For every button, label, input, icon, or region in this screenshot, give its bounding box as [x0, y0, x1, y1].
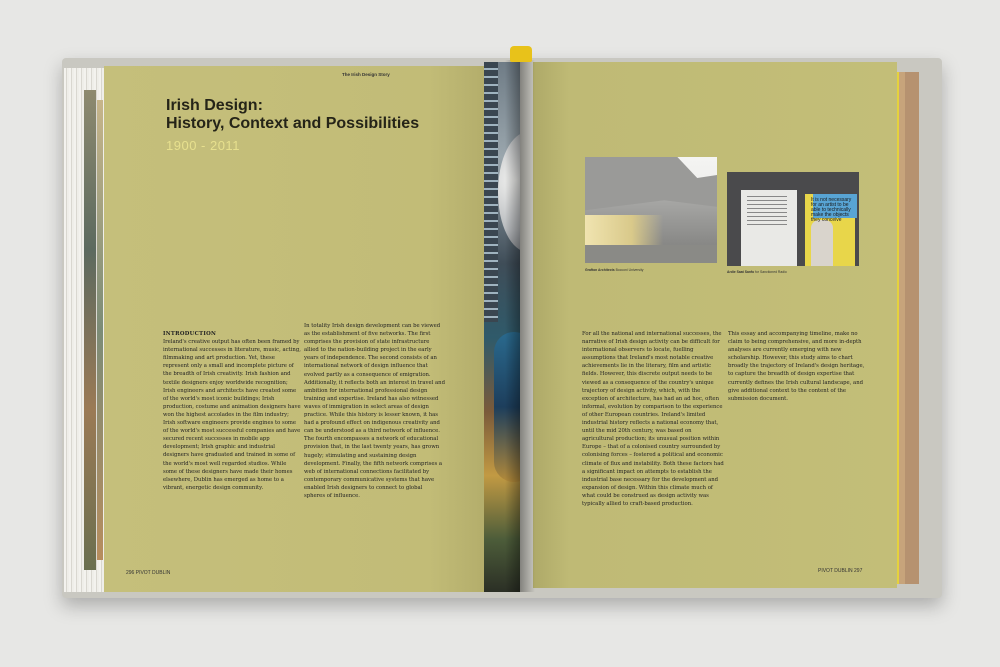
poster-text: It is not necessary for an artist to be able to technically make the objects they conceive: [811, 197, 852, 223]
book-spine: [505, 60, 535, 592]
page-footer-left: 296 PIVOT DUBLIN: [126, 570, 171, 576]
body-text: For all the national and international successes, the narrative of Irish design activity can be difficult for international observers to locate, fuelling assumptions that Ireland's most notable creative achievements lie in the literary, film and artistic fields. However, this discrete output needs to be viewed as a consequence of the country's unique trajectory of design activity, which, with the exception of architecture, has had an ad hoc, often informal, evolution by comparison to the experience of other European countries. Ireland's limited industrial history reflects a national economy that, until the mid 20th century, was based on agricultural production; its unusual position within Europe – that of a colonised country surrounded by colonising forces – fostered a political and economic climate of flux and instability. Both these factors had a significant impact on attempts to establish the industrial base necessary for the development and expansion of design. Within this climate much of what could be construed as design activity was typically allied to craft-based production.: [582, 331, 724, 507]
right-page: [533, 62, 897, 588]
page-edge-image: [84, 90, 96, 570]
right-column-2: [728, 330, 870, 403]
left-column-1: [163, 330, 301, 492]
building-photo: [484, 62, 498, 322]
right-page-edges: [895, 72, 919, 584]
running-head: The Irish Design Story: [342, 72, 390, 77]
page-edge-image: [97, 100, 103, 560]
left-column-2: [304, 322, 445, 500]
architecture-photo: [585, 157, 717, 263]
title-line-1: Irish Design:: [166, 97, 263, 114]
body-text: In totality Irish design development can be viewed as the establishment of five networks. The first comprises the provision of state infrastructure allied to the nation-building project in the early years of independence. The second consists of an international network of design influence that evolved partly as a consequence of emigration. Additionally, it reflects both an interest in travel and ambition for international professional design training and expertise. Ireland has also witnessed waves of immigration in select areas of design practice. While this history is lesser known, it has had a profound effect on indigenous creativity and can be understood as a third network of influence. The fourth encompasses a network of educational provision that, in the last twenty years, has grown hugely; stimulating and sustaining design development. Finally, the fifth network comprises a web of international connections facilitated by contemporary communicative systems that have enabled Irish designers to connect to global spheres of influence.: [304, 323, 445, 499]
page-title: [166, 97, 466, 133]
photo-caption: [585, 268, 725, 272]
right-column-1: [582, 330, 724, 508]
year-range: 1900 - 2011: [166, 138, 240, 153]
caption-text: Bocconi University: [615, 268, 644, 272]
bookmark-ribbon: [510, 46, 532, 62]
title-line-2: History, Context and Possibilities: [166, 115, 420, 132]
section-heading: INTRODUCTION: [163, 331, 217, 337]
page-footer-right: PIVOT DUBLIN 297: [818, 568, 863, 574]
caption-credit: Grafton Architects: [585, 268, 615, 272]
body-text: Ireland's creative output has often been framed by international successes in literature, music, acting, filmmaking and art production. Yet, these represent only a small and incomplete picture of the breadth of Irish creativity. Irish fashion and textile designers enjoy worldwide recognition; Irish engineers and architects have created some of the world's most iconic buildings; Irish production, costume and animation designers have won the highest accolades in the film industry; Irish software engineers provide engines to some of the world's most successful companies and have secured recent successes in mobile app development; Irish graphic and industrial designers have graduated and trained in some of the world's most well regarded studios. While some of these designers have made their homes elsewhere, Dublin has emerged as home to a vibrant, energetic design community.: [163, 339, 301, 491]
photo-caption: [727, 270, 867, 274]
caption-credit: Ardie Saat Sanfo: [727, 270, 755, 274]
caption-text: for Sanctioned Radio: [755, 270, 787, 274]
body-text: This essay and accompanying timeline, make no claim to being comprehensive, and more in-depth analyses are currently emerging with new scholarship. However, this study aims to chart broadly the trajectory of Ireland's design heritage, to capture the breadth of design expertise that currently defines the Irish cultural landscape, and give additional context to the content of the submission document.: [728, 331, 865, 402]
poster-photo: [727, 172, 859, 266]
